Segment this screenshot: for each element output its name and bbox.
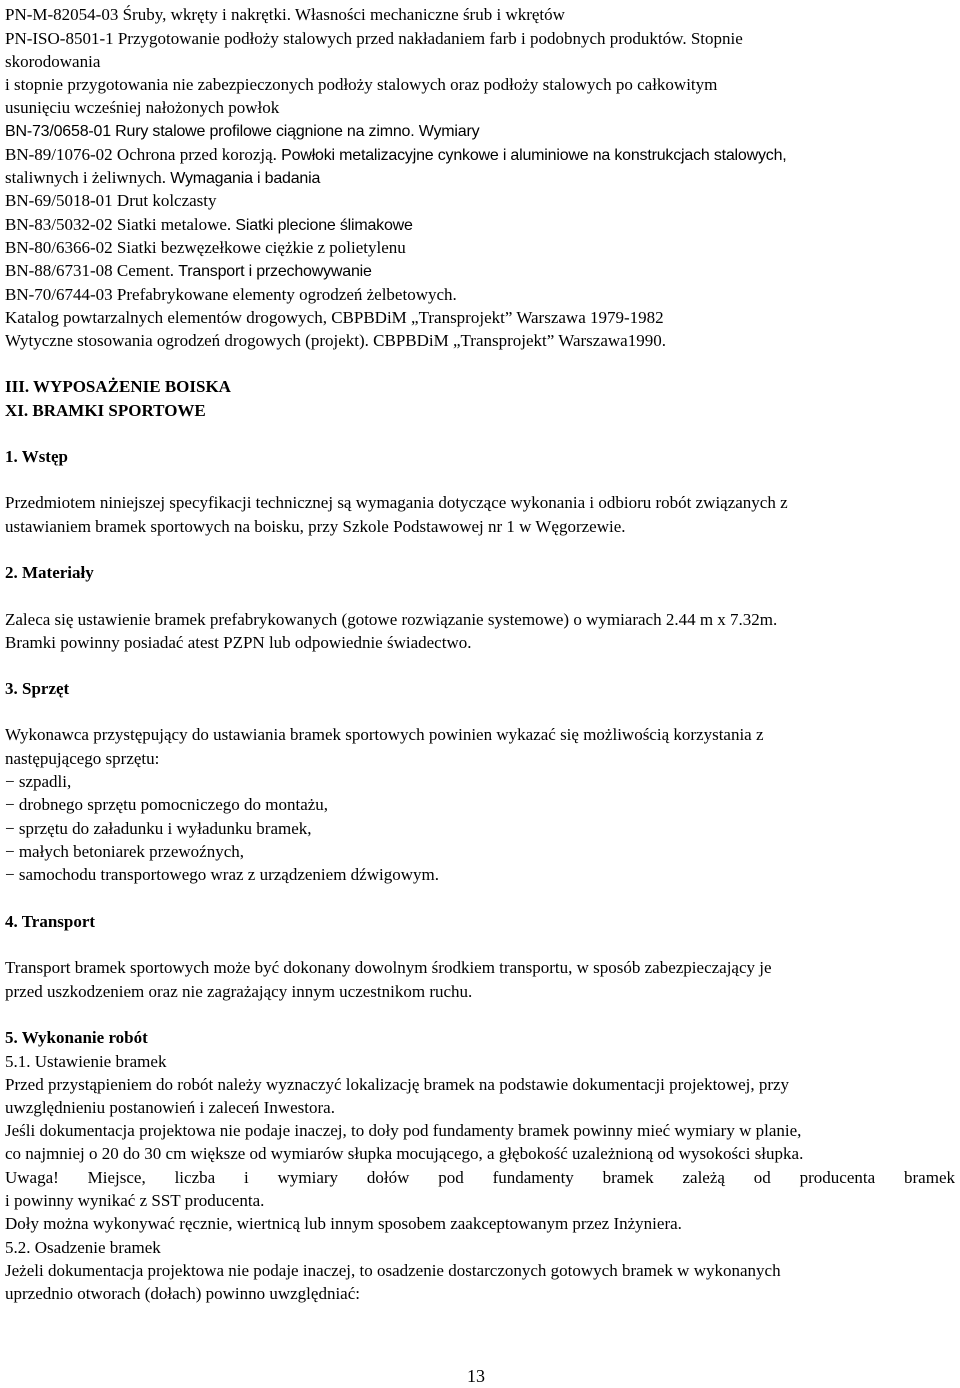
paragraph-line: Zaleca się ustawienie bramek prefabrykowanych (gotowe rozwiązanie systemowe) o wymiarach 2.44 m x 7.32m. bbox=[5, 610, 778, 629]
norm-code: staliwnych i żeliwnych. bbox=[5, 168, 166, 187]
paragraph-line: uwzględnieniu postanowień i zaleceń Inwestora. bbox=[5, 1098, 335, 1117]
norm-line: Wytyczne stosowania ogrodzeń drogowych (projekt). CBPBDiM „Transprojekt” Warszawa1990. bbox=[5, 331, 666, 350]
paragraph-line: ustawianiem bramek sportowych na boisku, przy Szkole Podstawowej nr 1 w Węgorzewie. bbox=[5, 517, 626, 536]
section-title: 4. Transport bbox=[5, 912, 96, 931]
norm-line: BN-69/5018-01 Drut kolczasty bbox=[5, 191, 217, 210]
norm-code: BN-89/1076-02 Ochrona przed korozją. bbox=[5, 145, 277, 164]
page-number: 13 bbox=[467, 1366, 485, 1386]
paragraph-line: i powinny wynikać z SST producenta. bbox=[5, 1191, 265, 1210]
norm-line: skorodowania bbox=[5, 52, 101, 71]
norm-line bbox=[5, 260, 372, 282]
list-item: − samochodu transportowego wraz z urządzeniem dźwigowym. bbox=[5, 865, 439, 884]
paragraph-line: Przedmiotem niniejszej specyfikacji technicznej są wymagania dotyczące wykonania i odbioru robót związanych z bbox=[5, 493, 788, 512]
section-title: 2. Materiały bbox=[5, 563, 94, 582]
norm-line: BN-73/0658-01 Rury stalowe profilowe ciągnione na zimno. Wymiary bbox=[5, 123, 480, 140]
list-item: − drobnego sprzętu pomocniczego do montażu, bbox=[5, 795, 329, 814]
paragraph-line: Transport bramek sportowych może być dokonany dowolnym środkiem transportu, w sposób zabezpieczający je bbox=[5, 958, 772, 977]
paragraph-line: następującego sprzętu: bbox=[5, 749, 160, 768]
section-title: 1. Wstęp bbox=[5, 447, 68, 466]
norm-line bbox=[5, 214, 413, 236]
norm-line: BN-70/6744-03 Prefabrykowane elementy ogrodzeń żelbetowych. bbox=[5, 285, 457, 304]
subsection-title: 5.1. Ustawienie bramek bbox=[5, 1052, 167, 1071]
norm-line bbox=[5, 167, 320, 189]
list-item: − szpadli, bbox=[5, 772, 72, 791]
norm-line: i stopnie przygotowania nie zabezpieczonych podłoży stalowych oraz podłoży stalowych po całkowitym bbox=[5, 75, 718, 94]
paragraph-line: co najmniej o 20 do 30 cm większe od wymiarów słupka mocującego, a głębokość uzależnioną od wysokości słupka. bbox=[5, 1144, 804, 1163]
list-item: − sprzętu do załadunku i wyładunku bramek, bbox=[5, 819, 312, 838]
paragraph-line: Jeśli dokumentacja projektowa nie podaje inaczej, to doły pod fundamenty bramek powinny mieć wymiary w planie, bbox=[5, 1121, 802, 1140]
paragraph-line: Przed przystąpieniem do robót należy wyznaczyć lokalizację bramek na podstawie dokumentacji projektowej, przy bbox=[5, 1075, 790, 1094]
norm-title: Wymagania i badania bbox=[170, 170, 321, 187]
norm-line: usunięciu wcześniej nałożonych powłok bbox=[5, 98, 280, 117]
norm-line: PN-ISO-8501-1 Przygotowanie podłoży stalowych przed nakładaniem farb i podobnych produktów. Stopnie bbox=[5, 29, 743, 48]
paragraph-line: Doły można wykonywać ręcznie, wiertnicą lub innym sposobem zaakceptowanym przez Inżyniera. bbox=[5, 1214, 682, 1233]
paragraph-line: Uwaga! Miejsce, liczba i wymiary dołów pod fundamenty bramek zależą od producenta bramek bbox=[5, 1168, 955, 1187]
norm-title: Siatki plecione ślimakowe bbox=[235, 217, 413, 234]
norm-line bbox=[5, 144, 787, 166]
norm-line: Katalog powtarzalnych elementów drogowych, CBPBDiM „Transprojekt” Warszawa 1979-1982 bbox=[5, 308, 664, 327]
norm-line: BN-80/6366-02 Siatki bezwęzełkowe ciężkie z polietylenu bbox=[5, 238, 406, 257]
norm-code: BN-83/5032-02 Siatki metalowe. bbox=[5, 215, 232, 234]
norm-code: BN-88/6731-08 Cement. bbox=[5, 261, 175, 280]
norm-title: Transport i przechowywanie bbox=[178, 263, 372, 280]
subsection-title: 5.2. Osadzenie bramek bbox=[5, 1238, 161, 1257]
list-item: − małych betoniarek przewoźnych, bbox=[5, 842, 244, 861]
paragraph-line: Jeżeli dokumentacja projektowa nie podaje inaczej, to osadzenie dostarczonych gotowych bramek w wykonanych bbox=[5, 1261, 781, 1280]
paragraph-line: przed uszkodzeniem oraz nie zagrażający innym uczestnikom ruchu. bbox=[5, 982, 473, 1001]
norm-title: Powłoki metalizacyjne cynkowe i aluminiowe na konstrukcjach stalowych, bbox=[281, 147, 787, 164]
norm-line: PN-M-82054-03 Śruby, wkręty i nakrętki. Własności mechaniczne śrub i wkrętów bbox=[5, 5, 565, 24]
paragraph-line: Wykonawca przystępujący do ustawiania bramek sportowych powinien wykazać się możliwością korzystania z bbox=[5, 725, 764, 744]
section-title: 5. Wykonanie robót bbox=[5, 1028, 148, 1047]
chapter-heading: III. WYPOSAŻENIE BOISKA bbox=[5, 377, 231, 396]
paragraph-line: uprzednio otworach (dołach) powinno uwzględniać: bbox=[5, 1284, 360, 1303]
chapter-heading: XI. BRAMKI SPORTOWE bbox=[5, 401, 206, 420]
paragraph-line: Bramki powinny posiadać atest PZPN lub odpowiednie świadectwo. bbox=[5, 633, 472, 652]
section-title: 3. Sprzęt bbox=[5, 679, 70, 698]
